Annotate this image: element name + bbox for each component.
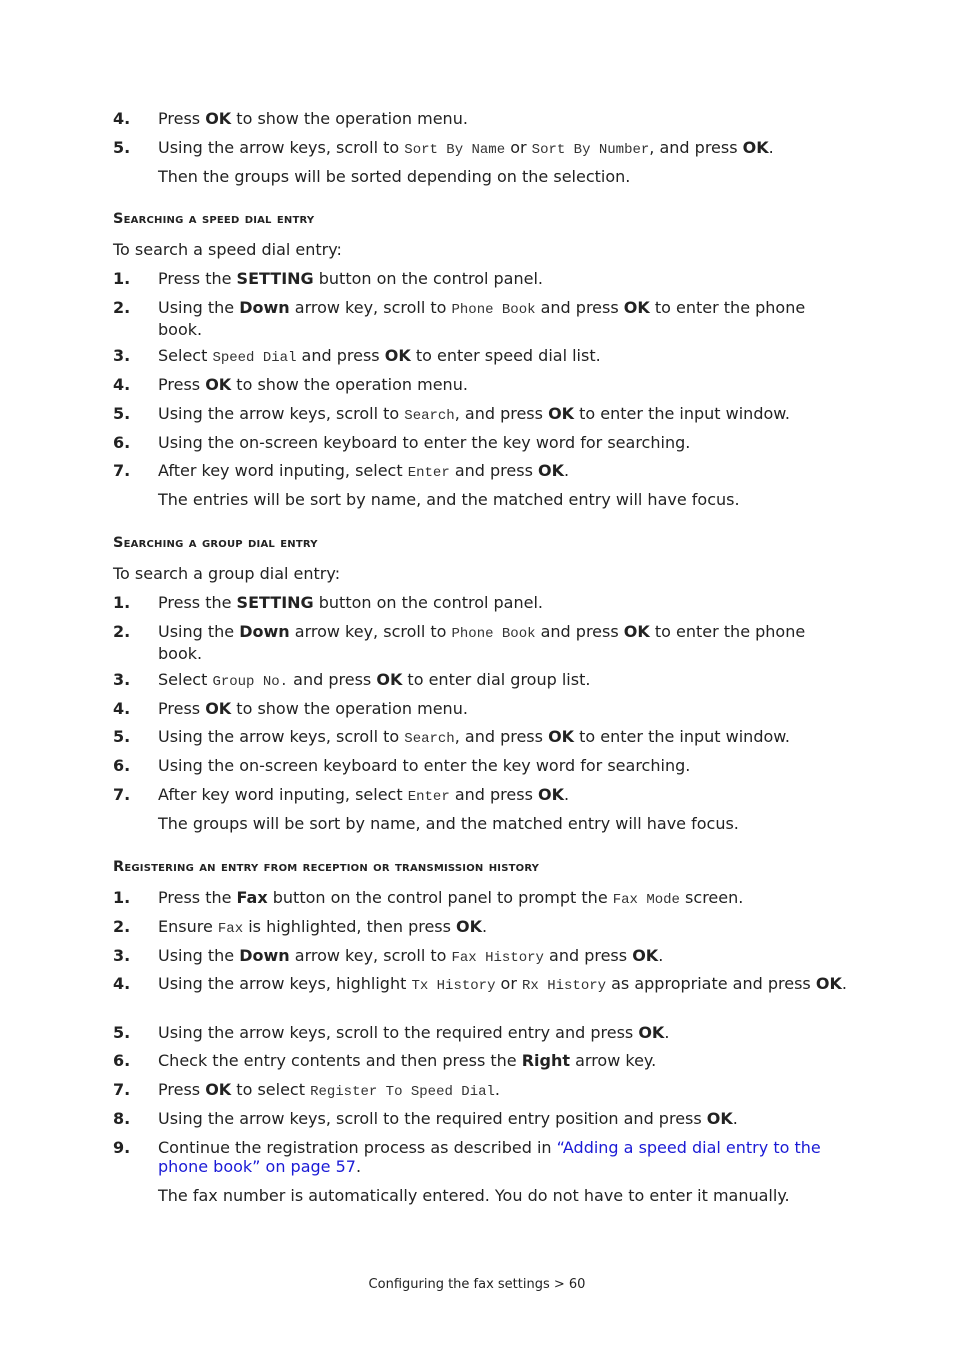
step-text: Press OK to select Register To Speed Dial. [158,1080,500,1100]
step-number: 9. [113,1138,131,1157]
step-text: Using the arrow keys, scroll to Search, and press OK to enter the input window. [158,404,790,424]
step-text: Using the on-screen keyboard to enter the key word for searching. [158,756,691,775]
page-footer: Configuring the fax settings > 60 [368,1277,586,1292]
step-text: Continue the registration process as described in “Adding a speed dial entry to the phone book” on page 57. [158,1138,821,1176]
step-text: After key word inputing, select Enter and press OK. [158,461,570,481]
step-text: Ensure Fax is highlighted, then press OK. [158,917,488,937]
step-number: 1. [113,593,131,612]
section-heading: Searching a speed dial entry [113,211,315,227]
step-text: Using the arrow keys, scroll to the required entry position and press OK. [158,1109,738,1128]
step-text: Using the Down arrow key, scroll to Phone Book and press OK to enter the phone book. [158,622,806,663]
step-text: Using the on-screen keyboard to enter the key word for searching. [158,433,691,452]
step-number: 6. [113,433,131,452]
section-heading: Registering an entry from reception or transmission history [113,859,540,875]
cross-reference-link[interactable]: “Adding a speed dial entry to the phone book” on page 57 [158,1138,821,1176]
step-text: Select Group No. and press OK to enter dial group list. [158,670,591,690]
step-number: 7. [113,1080,131,1099]
step-text: Press OK to show the operation menu. [158,109,468,128]
step-number: 6. [113,756,131,775]
step-number: 3. [113,670,131,689]
step-number: 7. [113,785,131,804]
step-number: 3. [113,346,131,365]
step-number: 5. [113,1023,131,1042]
step-number: 5. [113,404,131,423]
step-number: 5. [113,138,131,157]
step-number: 6. [113,1051,131,1070]
step-text: Using the arrow keys, scroll to Search, and press OK to enter the input window. [158,727,790,747]
step-text: After key word inputing, select Enter and press OK. [158,785,570,805]
step-text: Press the Fax button on the control panel to prompt the Fax Mode screen. [158,888,744,908]
step-text: Press the SETTING button on the control panel. [158,593,543,612]
step-text: Select Speed Dial and press OK to enter speed dial list. [158,346,601,366]
step-number: 2. [113,298,131,317]
step-number: 5. [113,727,131,746]
section-heading: Searching a group dial entry [113,535,318,551]
step-number: 3. [113,946,131,965]
step-note: The fax number is automatically entered. You do not have to enter it manually. [158,1186,790,1205]
step-number: 1. [113,269,131,288]
step-text: Using the arrow keys, scroll to Sort By Name or Sort By Number, and press OK. [158,138,774,158]
section-intro: To search a group dial entry: [113,564,341,583]
step-number: 4. [113,699,131,718]
step-number: 4. [113,375,131,394]
step-text: Press OK to show the operation menu. [158,699,468,718]
step-number: 4. [113,109,131,128]
step-text: Using the Down arrow key, scroll to Fax History and press OK. [158,946,664,966]
section-intro: To search a speed dial entry: [113,240,342,259]
step-number: 7. [113,461,131,480]
step-note: The groups will be sort by name, and the matched entry will have focus. [158,814,739,833]
step-note: Then the groups will be sorted depending on the selection. [158,167,631,186]
step-text: Check the entry contents and then press the Right arrow key. [158,1051,657,1070]
step-text: Using the Down arrow key, scroll to Phone Book and press OK to enter the phone book. [158,298,806,339]
step-note: The entries will be sort by name, and the matched entry will have focus. [158,490,740,509]
step-number: 2. [113,622,131,641]
step-text: Using the arrow keys, highlight Tx History or Rx History as appropriate and press OK. [158,974,847,994]
step-number: 1. [113,888,131,907]
step-text: Press the SETTING button on the control panel. [158,269,543,288]
step-number: 2. [113,917,131,936]
step-text: Press OK to show the operation menu. [158,375,468,394]
step-number: 8. [113,1109,131,1128]
step-text: Using the arrow keys, scroll to the required entry and press OK. [158,1023,670,1042]
step-number: 4. [113,974,131,993]
